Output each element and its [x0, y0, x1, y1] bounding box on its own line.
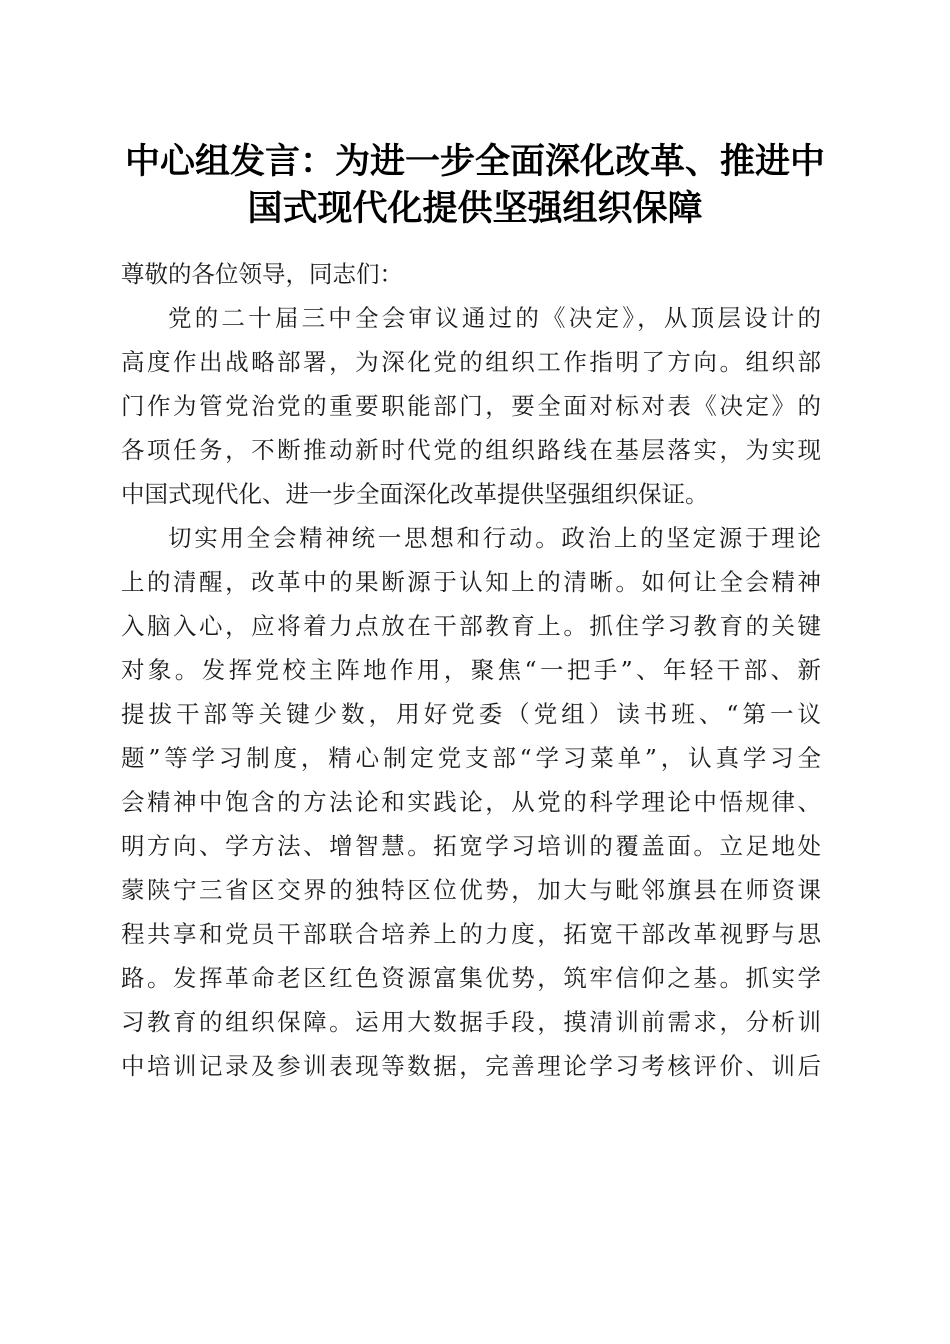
paragraph-line: 中国式现代化、进一步全面深化改革提供坚强组织保证。 [121, 480, 709, 508]
document-title [100, 138, 850, 232]
paragraph-line: 门作为管党治党的重要职能部门，要全面对标对表《决定》的 [121, 392, 821, 420]
paragraph-2 [121, 516, 821, 1088]
paragraph-line: 各项任务，不断推动新时代党的组织路线在基层落实，为实现 [121, 436, 821, 464]
title-line-2: 国式现代化提供坚强组织保障 [247, 188, 703, 229]
paragraph-line: 中培训记录及参训表现等数据，完善理论学习考核评价、训后 [121, 1052, 821, 1080]
salutation: 尊敬的各位领导，同志们： [121, 260, 403, 288]
paragraph-1 [121, 296, 821, 516]
paragraph-line: 习教育的组织保障。运用大数据手段，摸清训前需求，分析训 [121, 1008, 821, 1036]
paragraph-line: 会精神中饱含的方法论和实践论，从党的科学理论中悟规律、 [121, 788, 821, 816]
paragraph-line: 路。发挥革命老区红色资源富集优势，筑牢信仰之基。抓实学 [121, 964, 821, 992]
document-body [121, 252, 821, 1088]
paragraph-line: 程共享和党员干部联合培养上的力度，拓宽干部改革视野与思 [121, 920, 821, 948]
paragraph-line: 切实用全会精神统一思想和行动。政治上的坚定源于理论 [168, 524, 821, 552]
title-line-1: 中心组发言：为进一步全面深化改革、推进中 [124, 141, 825, 182]
paragraph-line: 上的清醒，改革中的果断源于认知上的清晰。如何让全会精神 [121, 568, 821, 596]
paragraph-line: 对象。发挥党校主阵地作用，聚焦“一把手”、年轻干部、新 [121, 656, 821, 684]
paragraph-line: 提拔干部等关键少数，用好党委（党组）读书班、“第一议 [121, 700, 821, 728]
paragraph-line: 明方向、学方法、增智慧。拓宽学习培训的覆盖面。立足地处 [121, 832, 821, 860]
paragraph-line: 蒙陕宁三省区交界的独特区位优势，加大与毗邻旗县在师资课 [121, 876, 821, 904]
paragraph-line: 入脑入心，应将着力点放在干部教育上。抓住学习教育的关键 [121, 612, 821, 640]
paragraph-line: 党的二十届三中全会审议通过的《决定》，从顶层设计的 [168, 304, 821, 332]
paragraph-line: 高度作出战略部署，为深化党的组织工作指明了方向。组织部 [121, 348, 821, 376]
paragraph-line: 题”等学习制度，精心制定党支部“学习菜单”，认真学习全 [121, 744, 821, 772]
